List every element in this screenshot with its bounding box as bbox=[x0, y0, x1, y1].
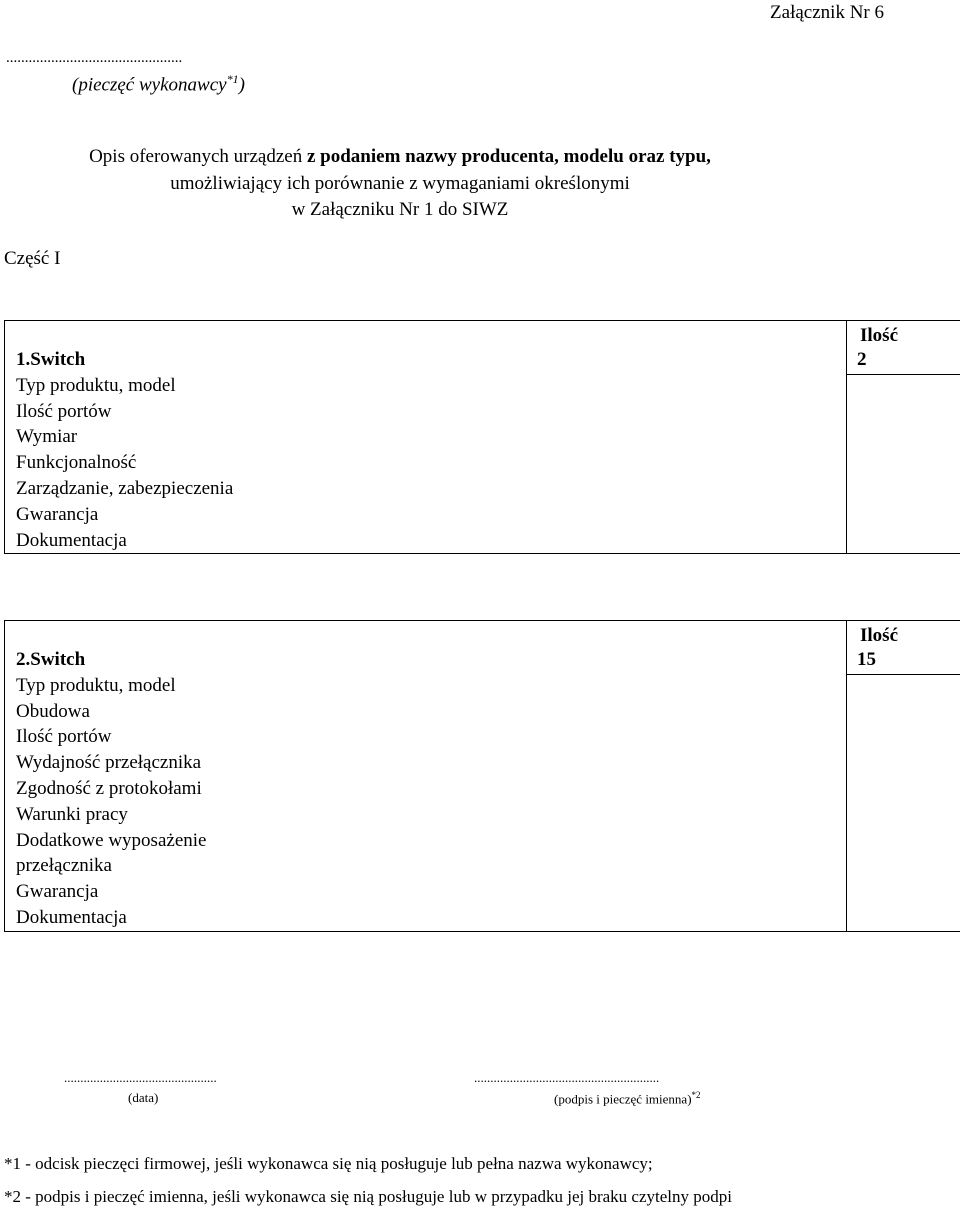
footnote-2: *2 - podpis i pieczęć imienna, jeśli wykonawca się nią posługuje lub w przypadku jej braku czytelny podpi bbox=[4, 1187, 732, 1206]
item-table-1-spec-cell[interactable] bbox=[5, 347, 847, 554]
spec-line: Typ produktu, model bbox=[16, 374, 176, 396]
spec-line: Gwarancja bbox=[16, 503, 99, 525]
signature-label-text: (podpis i pieczęć imienna) bbox=[554, 1091, 692, 1107]
spec-line: Wymiar bbox=[16, 426, 78, 448]
spec-line: Dodatkowe wyposażenie bbox=[16, 829, 207, 851]
intro-line-3: w Załączniku Nr 1 do SIWZ bbox=[291, 199, 509, 220]
stamp-label-text: (pieczęć wykonawcy bbox=[72, 74, 227, 96]
item-1-title: 1.Switch bbox=[16, 349, 86, 370]
signature-dots: ......................................................... bbox=[474, 1070, 660, 1085]
item-1-qty: 2 bbox=[857, 349, 867, 370]
spec-line: Obudowa bbox=[16, 700, 90, 722]
spec-line: przełącznika bbox=[16, 855, 112, 877]
spec-line: Warunki pracy bbox=[16, 803, 128, 825]
spec-line: Funkcjonalność bbox=[16, 452, 137, 474]
item-table-2-spec-cell[interactable] bbox=[5, 647, 847, 931]
stamp-label-close: ) bbox=[238, 74, 245, 96]
intro-line-1-bold: z podaniem nazwy producenta, modelu oraz typu, bbox=[306, 146, 711, 167]
spec-line: Zarządzanie, zabezpieczenia bbox=[16, 477, 234, 499]
spec-line: Wydajność przełącznika bbox=[16, 752, 202, 774]
item-table-1-header-left bbox=[5, 321, 847, 348]
item-table-1 bbox=[4, 320, 960, 554]
spec-line: Zgodność z protokołami bbox=[16, 777, 202, 799]
signature-footnote-ref: *2 bbox=[691, 1090, 701, 1100]
item-table-1-qty-header: Ilość bbox=[847, 321, 960, 348]
date-dots: ............................................... bbox=[64, 1070, 217, 1085]
item-table-2-qty-header: Ilość bbox=[847, 621, 960, 648]
item-table-2 bbox=[4, 620, 960, 932]
part-heading: Część I bbox=[4, 248, 61, 269]
spec-line: Typ produktu, model bbox=[16, 674, 176, 696]
intro-line-1 bbox=[0, 146, 800, 168]
footnote-1: *1 - odcisk pieczęci firmowej, jeśli wykonawca się nią posługuje lub pełna nazwa wykonawcy; bbox=[4, 1154, 653, 1173]
item-table-2-qty-cell bbox=[847, 647, 960, 931]
spec-line: Dokumentacja bbox=[16, 906, 127, 928]
date-label: (data) bbox=[128, 1090, 159, 1105]
item-table-1-qty-cell bbox=[847, 347, 960, 554]
item-2-qty-box[interactable] bbox=[847, 674, 960, 928]
stamp-placeholder-dots: ............................................... bbox=[6, 50, 183, 66]
spec-line: Ilość portów bbox=[16, 400, 112, 422]
item-2-qty: 15 bbox=[857, 649, 876, 670]
spec-line: Dokumentacja bbox=[16, 529, 127, 551]
signature-label bbox=[554, 1090, 701, 1107]
annex-label: Załącznik Nr 6 bbox=[770, 2, 884, 23]
spec-line: Ilość portów bbox=[16, 726, 112, 748]
item-1-qty-box[interactable] bbox=[847, 374, 960, 551]
spec-line: Gwarancja bbox=[16, 881, 99, 903]
intro-line-1-normal: Opis oferowanych urządzeń bbox=[89, 146, 307, 167]
item-2-title: 2.Switch bbox=[16, 649, 86, 670]
stamp-label bbox=[72, 72, 245, 96]
stamp-footnote-ref: *1 bbox=[226, 72, 239, 86]
intro-line-2: umożliwiający ich porównanie z wymaganiami określonymi bbox=[170, 173, 630, 194]
item-table-2-header-left bbox=[5, 621, 847, 648]
